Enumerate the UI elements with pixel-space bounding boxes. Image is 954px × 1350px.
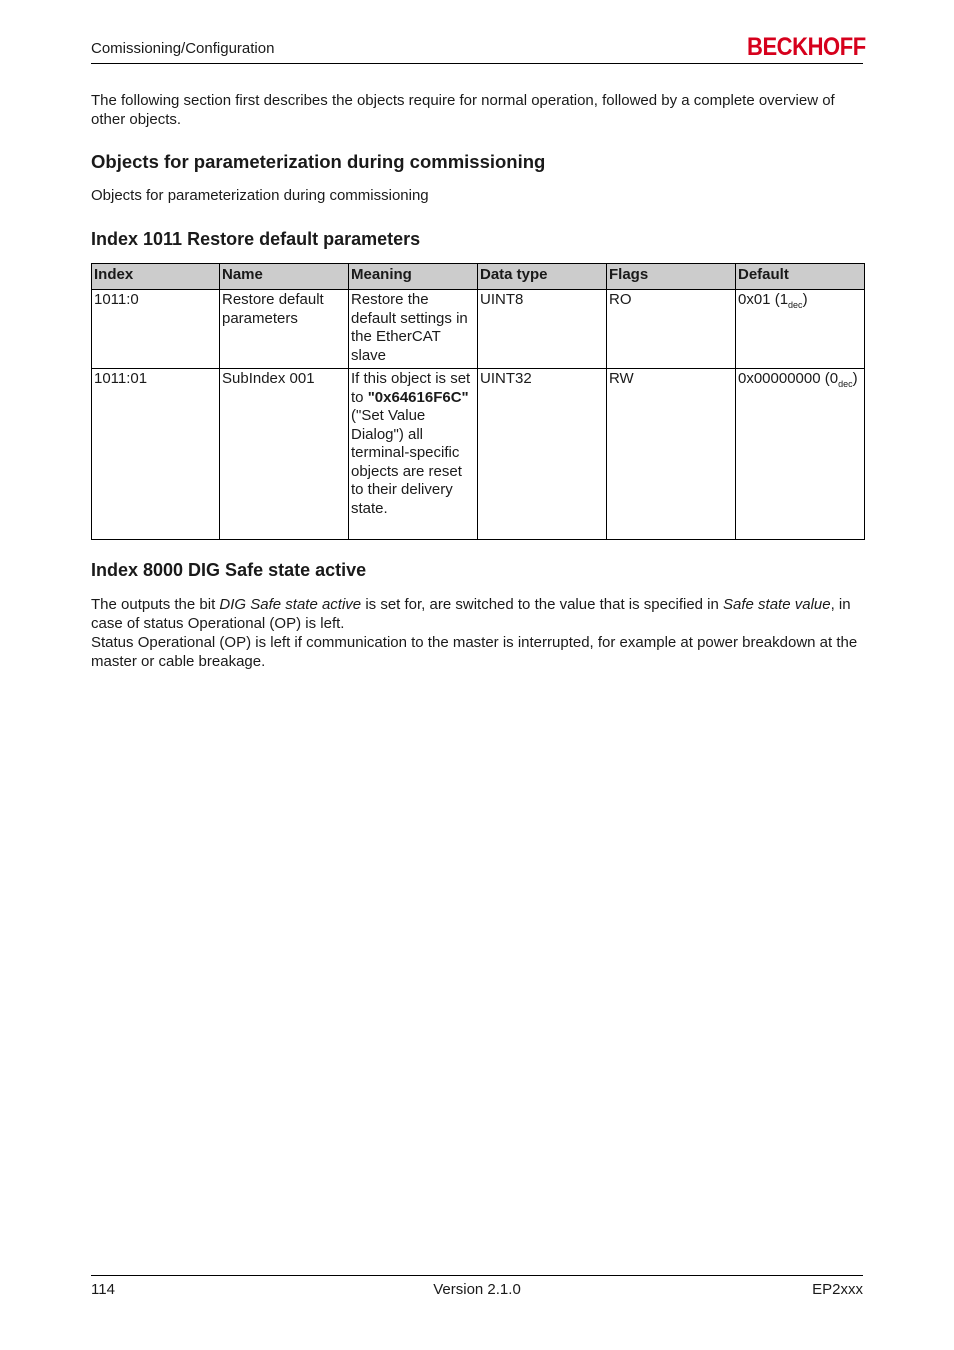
default-close: )	[852, 370, 858, 387]
meaning-text: If this object is set to	[351, 370, 471, 406]
meaning-text-rest: ("Set Value Dialog") all terminal-specific objects are reset to their delivery state.	[351, 407, 462, 517]
default-value: 0x00000000 (0	[738, 370, 839, 387]
index-8000-paragraph	[91, 595, 863, 671]
col-header-default: Default	[736, 264, 865, 290]
table-row	[92, 290, 865, 369]
cell-name: SubIndex 001	[220, 369, 349, 540]
table-header-row	[92, 264, 865, 290]
cell-datatype: UINT32	[478, 369, 607, 540]
beckhoff-logo: BECKHOFF	[747, 33, 866, 61]
running-header: Comissioning/Configuration	[91, 40, 275, 57]
text-run: , in case of status Operational (OP) is left.	[91, 596, 851, 632]
page-number: 114	[91, 1281, 115, 1298]
col-header-flags: Flags	[607, 264, 736, 290]
cell-default	[736, 290, 865, 369]
meaning-value-bold: "0x64616F6C"	[367, 388, 469, 406]
cell-flags: RO	[607, 290, 736, 369]
col-header-index: Index	[92, 264, 220, 290]
cell-default	[736, 369, 865, 540]
text-run: is set for, are switched to the value that is specified in	[361, 596, 724, 613]
version-label: Version 2.1.0	[433, 1281, 521, 1298]
default-close: )	[802, 291, 808, 308]
index-1011-heading: Index 1011 Restore default parameters	[91, 229, 421, 249]
dec-subscript: dec	[788, 300, 803, 310]
cell-name: Restore default parameters	[220, 290, 349, 369]
col-header-datatype: Data type	[478, 264, 607, 290]
object-table-1011	[91, 263, 865, 540]
text-run: The outputs the bit	[91, 596, 220, 613]
index-8000-heading: Index 8000 DIG Safe state active	[91, 560, 367, 580]
product-label: EP2xxx	[812, 1281, 863, 1298]
col-header-name: Name	[220, 264, 349, 290]
text-run: Status Operational (OP) is left if communication to the master is interrupted, for example at power breakdown at the master or cable breakage.	[91, 634, 858, 670]
section-text: Objects for parameterization during commissioning	[91, 187, 429, 204]
italic-term: DIG Safe state active	[219, 596, 362, 613]
cell-index: 1011:01	[92, 369, 220, 540]
footer-divider	[91, 1275, 863, 1276]
col-header-meaning: Meaning	[349, 264, 478, 290]
cell-datatype: UINT8	[478, 290, 607, 369]
cell-meaning: Restore the default settings in the EtherCAT slave	[349, 290, 478, 369]
cell-meaning	[349, 369, 478, 540]
italic-term: Safe state value	[723, 596, 831, 613]
dec-subscript: dec	[838, 379, 853, 389]
header-divider	[91, 63, 863, 64]
cell-index: 1011:0	[92, 290, 220, 369]
cell-flags: RW	[607, 369, 736, 540]
intro-paragraph: The following section first describes the objects require for normal operation, followed by a complete overview of other objects.	[91, 92, 835, 128]
default-value: 0x01 (1	[738, 291, 789, 308]
table-row	[92, 369, 865, 540]
section-heading: Objects for parameterization during commissioning	[91, 151, 546, 172]
